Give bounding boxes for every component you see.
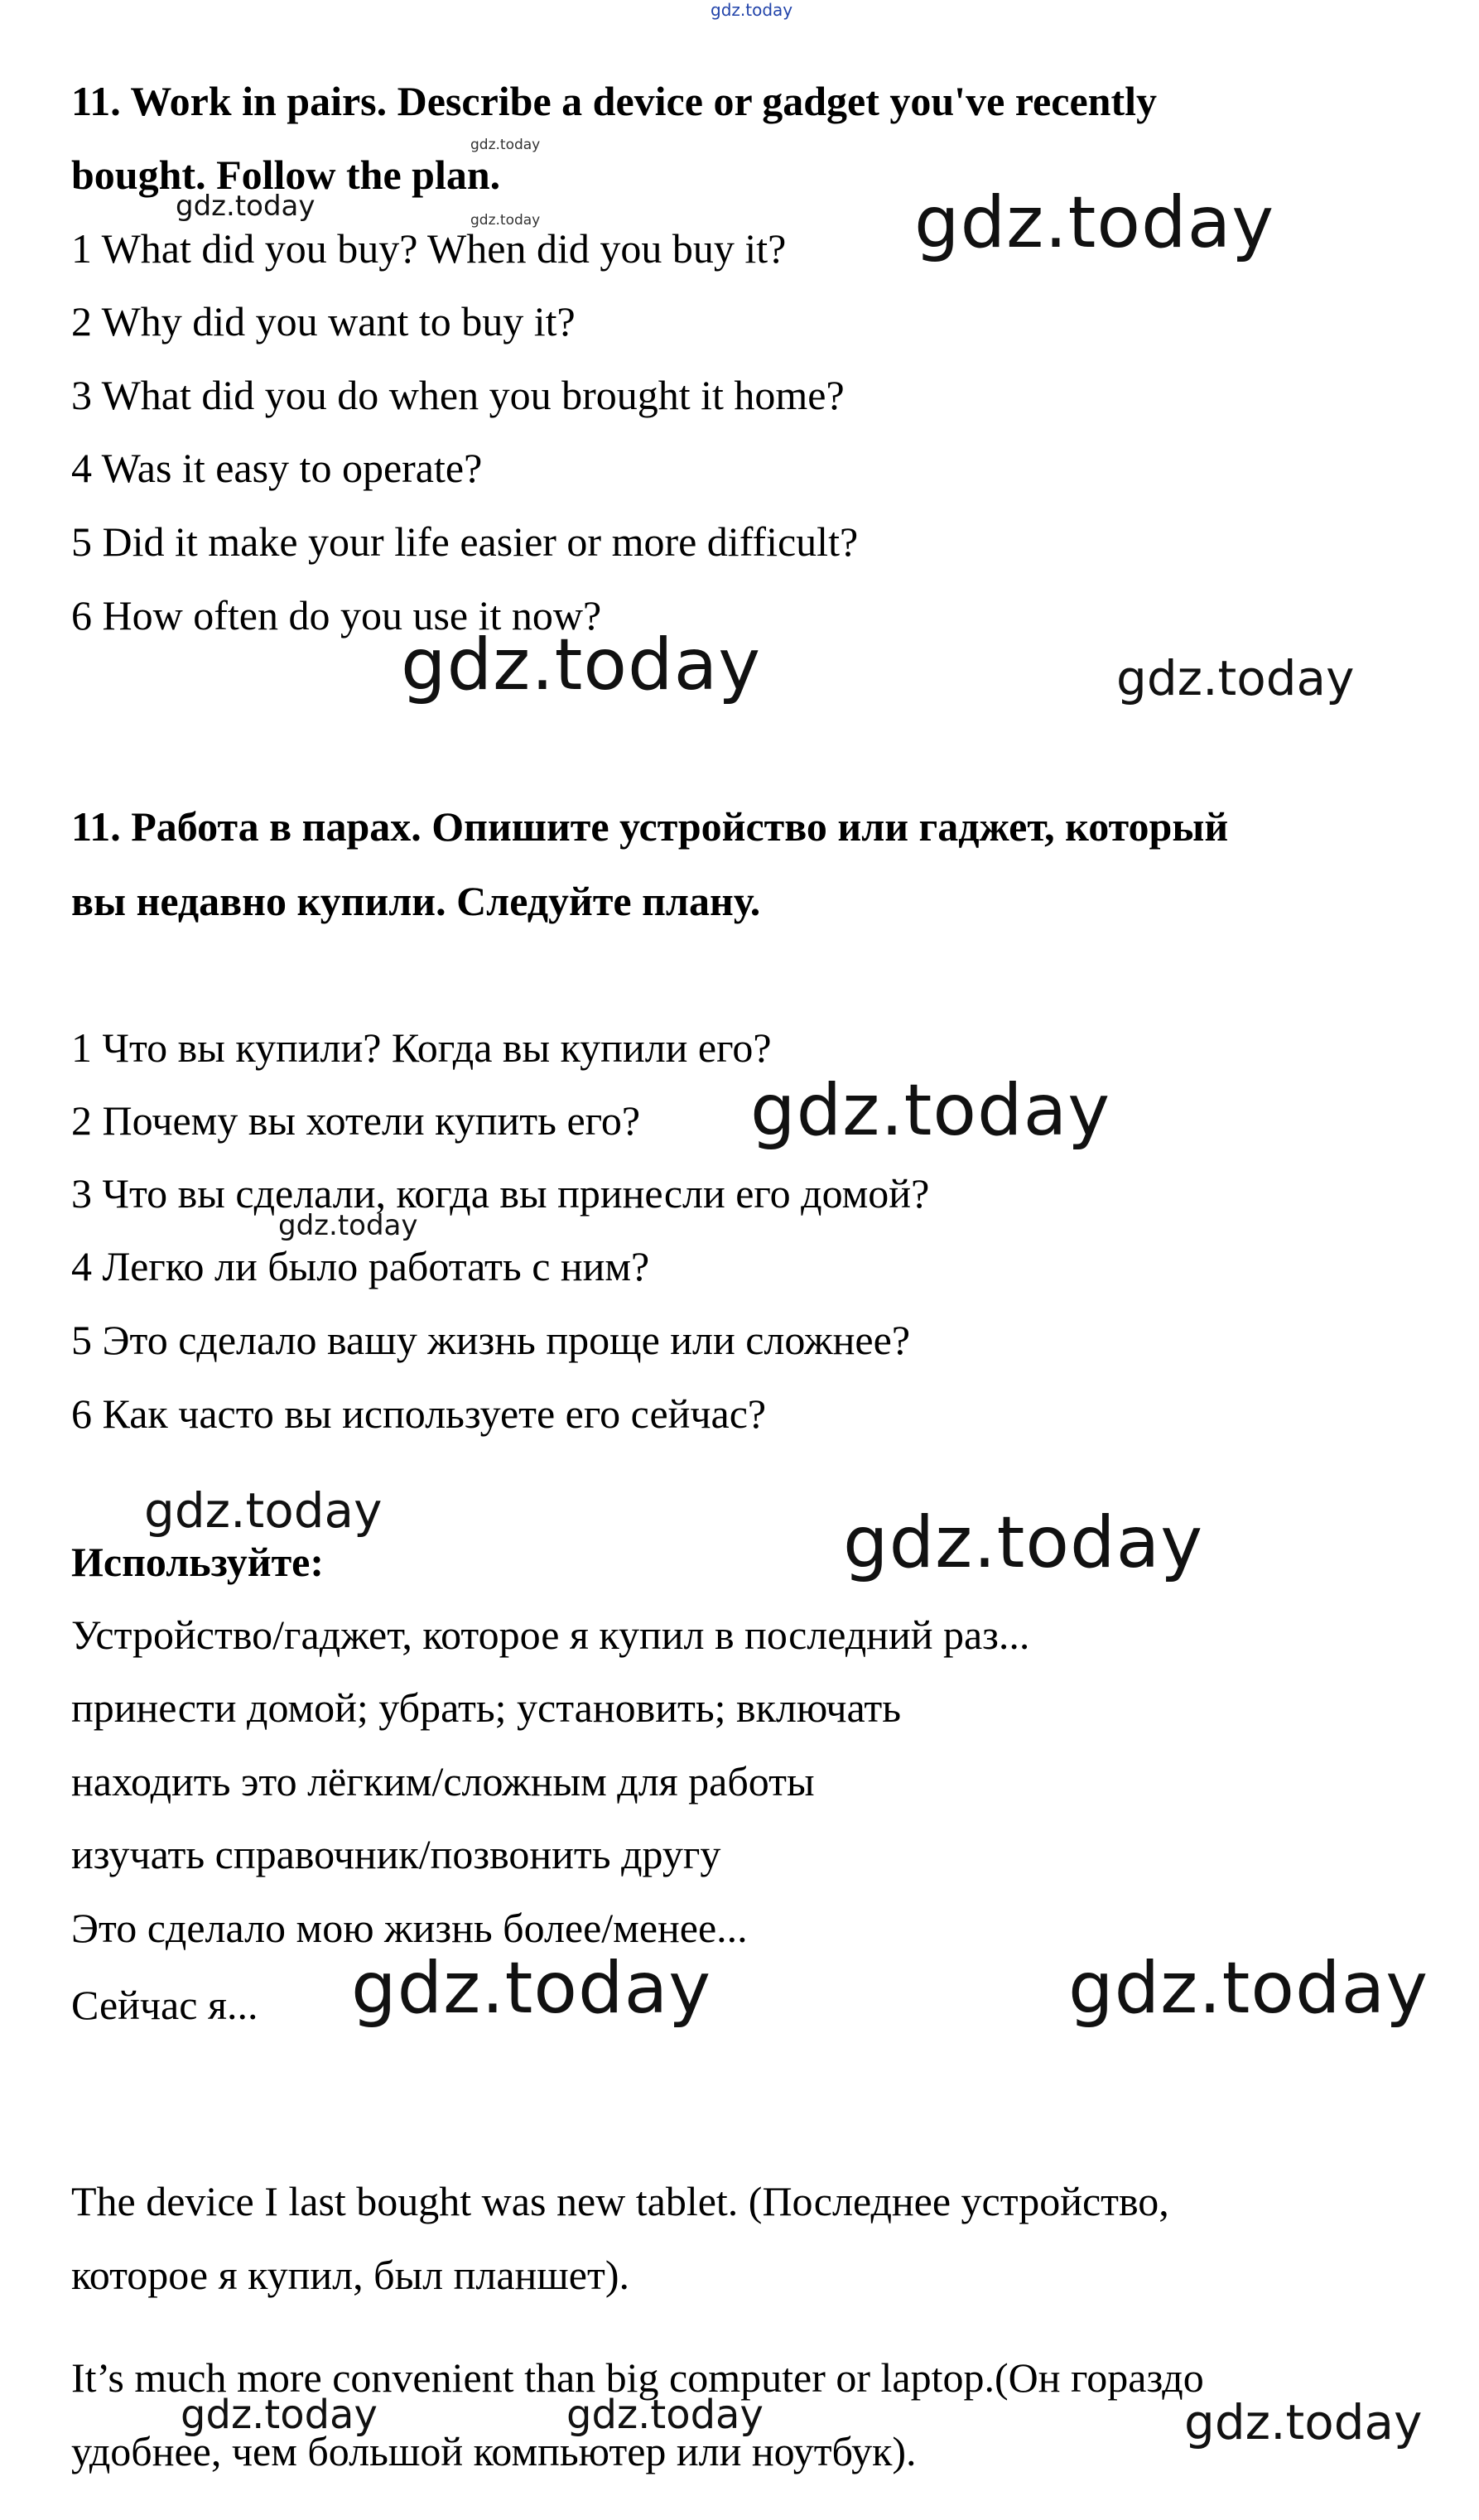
answer-para-1-line-2: которое я купил, был планшет).	[71, 2252, 629, 2298]
russian-question-2: 2 Почему вы хотели купить его?	[71, 1097, 641, 1144]
answer-para-2-line-2: удобнее, чем большой компьютер или ноутбук).	[71, 2428, 917, 2474]
russian-heading-line-1: 11. Работа в парах. Опишите устройство или гаджет, который	[71, 803, 1229, 850]
use-item-3: находить это лёгким/сложным для работы	[71, 1758, 815, 1804]
answer-para-1-line-1: The device I last bought was new tablet. (Последнее устройство,	[71, 2178, 1169, 2224]
watermark-large-5: gdz.today	[351, 1947, 712, 2030]
english-heading-line-2: bought. Follow the plan.	[71, 152, 501, 198]
watermark-large-6: gdz.today	[1068, 1947, 1429, 2030]
use-item-6: Сейчас я...	[71, 1982, 258, 2028]
watermark-medium-3: gdz.today	[181, 2392, 378, 2438]
russian-question-5: 5 Это сделало вашу жизнь проще или сложнее?	[71, 1317, 911, 1363]
watermark-large-3: gdz.today	[750, 1069, 1111, 1152]
english-heading-line-1: 11. Work in pairs. Describe a device or gadget you've recently	[71, 78, 1157, 124]
watermark-small-2: gdz.today	[278, 1209, 418, 1242]
russian-question-6: 6 Как часто вы используете его сейчас?	[71, 1390, 767, 1437]
english-question-2: 2 Why did you want to buy it?	[71, 298, 576, 345]
watermark-large-1: gdz.today	[914, 181, 1275, 264]
watermark-large-2: gdz.today	[401, 624, 762, 706]
watermark-tiny-1: gdz.today	[470, 137, 541, 153]
russian-heading-line-2: вы недавно купили. Следуйте плану.	[71, 878, 761, 924]
english-question-6: 6 How often do you use it now?	[71, 592, 602, 638]
use-label: Используйте:	[71, 1539, 324, 1585]
use-item-4: изучать справочник/позвонить другу	[71, 1831, 721, 1877]
english-question-5: 5 Did it make your life easier or more difficult?	[71, 518, 859, 565]
english-question-1: 1 What did you buy? When did you buy it?	[71, 225, 787, 272]
russian-question-4: 4 Легко ли было работать с ним?	[71, 1243, 650, 1289]
watermark-tiny-2: gdz.today	[470, 212, 541, 229]
answer-para-2-line-1: It’s much more convenient than big computer or laptop.(Он гораздо	[71, 2354, 1204, 2401]
watermark-medium-4: gdz.today	[566, 2392, 764, 2438]
watermark-large-4: gdz.today	[843, 1501, 1204, 1584]
english-question-3: 3 What did you do when you brought it home?	[71, 372, 845, 418]
watermark-top: gdz.today	[711, 0, 793, 20]
use-item-1: Устройство/гаджет, которое я купил в последний раз...	[71, 1612, 1030, 1658]
english-question-4: 4 Was it easy to operate?	[71, 445, 483, 491]
russian-question-1: 1 Что вы купили? Когда вы купили его?	[71, 1024, 772, 1071]
russian-question-3: 3 Что вы сделали, когда вы принесли его домой?	[71, 1170, 930, 1217]
watermark-medium-1: gdz.today	[1116, 650, 1355, 706]
watermark-medium-2: gdz.today	[144, 1482, 383, 1539]
watermark-medium-5: gdz.today	[1184, 2394, 1423, 2450]
watermark-small-1: gdz.today	[176, 190, 316, 223]
use-item-2: принести домой; убрать; установить; включать	[71, 1684, 902, 1731]
use-item-5: Это сделало мою жизнь более/менее...	[71, 1905, 748, 1951]
